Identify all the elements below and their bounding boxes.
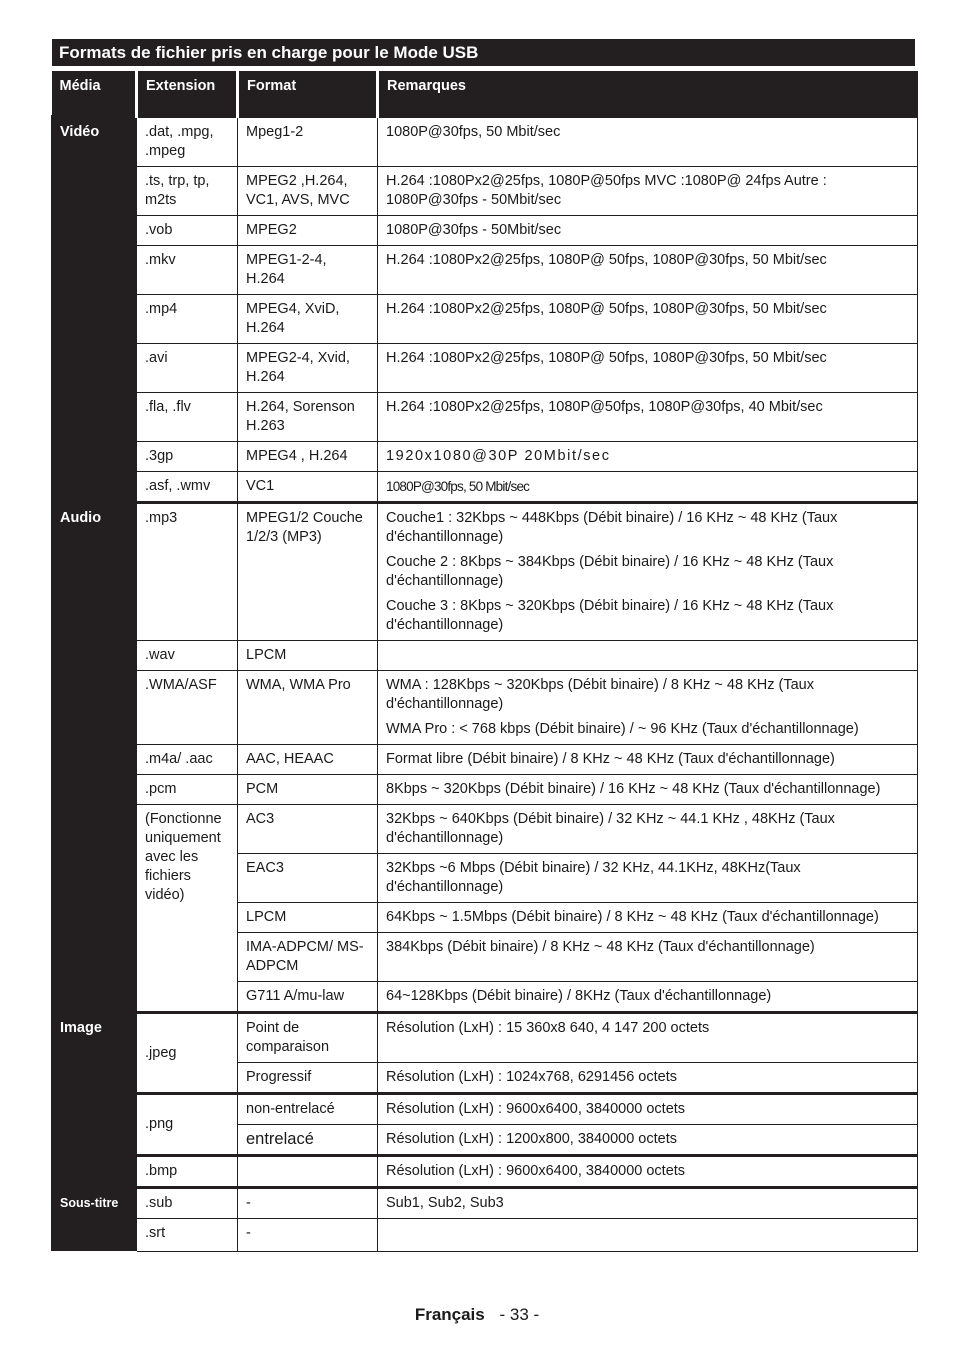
remarks-cell: H.264 :1080Px2@25fps, 1080P@50fps MVC :1080P@ 24fps Autre : 1080P@30fps - 50Mbit/sec xyxy=(378,167,918,216)
table-row xyxy=(52,442,918,472)
extension-cell: .mp4 xyxy=(137,295,238,344)
media-image: Image xyxy=(52,1013,137,1188)
file-formats-table xyxy=(51,71,918,1253)
extension-cell: .png xyxy=(137,1094,238,1156)
table-row xyxy=(52,745,918,775)
extension-cell: .jpeg xyxy=(137,1013,238,1094)
remarks-line: WMA Pro : < 768 kbps (Débit binaire) / ~ 96 KHz (Taux d'échantillonnage) xyxy=(386,721,859,737)
table-row xyxy=(52,775,918,805)
extension-cell: .fla, .flv xyxy=(137,393,238,442)
table-row xyxy=(52,671,918,745)
extension-cell: .3gp xyxy=(137,442,238,472)
remarks-line: Couche 2 : 8Kbps ~ 384Kbps (Débit binaire) / 16 KHz ~ 48 KHz (Taux d'échantillonnage) xyxy=(386,554,834,589)
table-row xyxy=(52,472,918,503)
remarks-cell: 1080P@30fps, 50 Mbit/sec xyxy=(378,472,918,503)
format-cell: - xyxy=(238,1188,378,1219)
remarks-cell: 1920x1080@30P 20Mbit/sec xyxy=(378,442,918,472)
remarks-cell: Résolution (LxH) : 1024x768, 6291456 octets xyxy=(378,1063,918,1094)
extension-cell: .vob xyxy=(137,216,238,246)
media-audio: Audio xyxy=(52,503,137,1013)
remarks-cell: 64~128Kbps (Débit binaire) / 8KHz (Taux d'échantillonnage) xyxy=(378,982,918,1013)
remarks-cell: 64Kbps ~ 1.5Mbps (Débit binaire) / 8 KHz ~ 48 KHz (Taux d'échantillonnage) xyxy=(378,903,918,933)
remarks-line: Couche 3 : 8Kbps ~ 320Kbps (Débit binaire) / 16 KHz ~ 48 KHz (Taux d'échantillonnage) xyxy=(386,598,834,633)
table-row xyxy=(52,216,918,246)
page-footer xyxy=(0,1305,954,1325)
remarks-line: Couche1 : 32Kbps ~ 448Kbps (Débit binaire) / 16 KHz ~ 48 KHz (Taux d'échantillonnage) xyxy=(386,510,838,545)
table-row xyxy=(52,641,918,671)
extension-cell: .bmp xyxy=(137,1156,238,1188)
format-cell: PCM xyxy=(238,775,378,805)
format-cell: VC1 xyxy=(238,472,378,503)
remarks-cell: 384Kbps (Débit binaire) / 8 KHz ~ 48 KHz (Taux d'échantillonnage) xyxy=(378,933,918,982)
format-cell: MPEG2 ,H.264, VC1, AVS, MVC xyxy=(238,167,378,216)
format-cell: AAC, HEAAC xyxy=(238,745,378,775)
format-cell: WMA, WMA Pro xyxy=(238,671,378,745)
remarks-cell: H.264 :1080Px2@25fps, 1080P@ 50fps, 1080P@30fps, 50 Mbit/sec xyxy=(378,295,918,344)
remarks-cell: 32Kbps ~6 Mbps (Débit binaire) / 32 KHz, 44.1KHz, 48KHz(Taux d'échantillonnage) xyxy=(378,854,918,903)
format-cell: AC3 xyxy=(238,805,378,854)
extension-cell: .ts, trp, tp, m2ts xyxy=(137,167,238,216)
format-cell: non-entrelacé xyxy=(238,1094,378,1125)
extension-cell: .m4a/ .aac xyxy=(137,745,238,775)
remarks-cell: 1080P@30fps, 50 Mbit/sec xyxy=(378,117,918,167)
remarks-cell: Format libre (Débit binaire) / 8 KHz ~ 48 KHz (Taux d'échantillonnage) xyxy=(378,745,918,775)
table-row xyxy=(52,1156,918,1188)
remarks-cell: 1080P@30fps - 50Mbit/sec xyxy=(378,216,918,246)
table-row xyxy=(52,1188,918,1219)
extension-cell: .wav xyxy=(137,641,238,671)
extension-cell: .avi xyxy=(137,344,238,393)
table-row xyxy=(52,246,918,295)
table-row xyxy=(52,344,918,393)
table-row xyxy=(52,805,918,854)
remarks-cell: H.264 :1080Px2@25fps, 1080P@ 50fps, 1080P@30fps, 50 Mbit/sec xyxy=(378,344,918,393)
media-video: Vidéo xyxy=(52,117,137,503)
table-row xyxy=(52,117,918,167)
format-cell: MPEG4, XviD, H.264 xyxy=(238,295,378,344)
table-row xyxy=(52,295,918,344)
table-row xyxy=(52,393,918,442)
media-subtitle: Sous-titre xyxy=(52,1188,137,1252)
extension-cell: .asf, .wmv xyxy=(137,472,238,503)
format-cell xyxy=(238,1156,378,1188)
format-cell: EAC3 xyxy=(238,854,378,903)
extension-cell: (Fonctionne uniquement avec les fichiers vidéo) xyxy=(137,805,238,1013)
remarks-cell xyxy=(378,503,918,641)
header-format: Format xyxy=(238,71,378,117)
format-cell: MPEG2 xyxy=(238,216,378,246)
header-media: Média xyxy=(52,71,137,117)
header-row xyxy=(52,71,918,117)
remarks-cell: H.264 :1080Px2@25fps, 1080P@50fps, 1080P@30fps, 40 Mbit/sec xyxy=(378,393,918,442)
format-cell: MPEG1-2-4, H.264 xyxy=(238,246,378,295)
remarks-cell: Résolution (LxH) : 9600x6400, 3840000 octets xyxy=(378,1156,918,1188)
format-cell: entrelacé xyxy=(238,1125,378,1156)
format-cell: IMA-ADPCM/ MS-ADPCM xyxy=(238,933,378,982)
format-cell: Progressif xyxy=(238,1063,378,1094)
format-cell: - xyxy=(238,1219,378,1252)
extension-cell: .pcm xyxy=(137,775,238,805)
table-row xyxy=(52,1094,918,1125)
remarks-cell xyxy=(378,641,918,671)
format-cell: MPEG4 , H.264 xyxy=(238,442,378,472)
remarks-cell: 32Kbps ~ 640Kbps (Débit binaire) / 32 KHz ~ 44.1 KHz , 48KHz (Taux d'échantillonnage) xyxy=(378,805,918,854)
remarks-cell: Résolution (LxH) : 9600x6400, 3840000 octets xyxy=(378,1094,918,1125)
remarks-cell: 8Kbps ~ 320Kbps (Débit binaire) / 16 KHz ~ 48 KHz (Taux d'échantillonnage) xyxy=(378,775,918,805)
page-number: - 33 - xyxy=(499,1305,540,1324)
remarks-cell xyxy=(378,671,918,745)
remarks-cell: Résolution (LxH) : 15 360x8 640, 4 147 200 octets xyxy=(378,1013,918,1063)
format-cell: G711 A/mu-law xyxy=(238,982,378,1013)
remarks-cell xyxy=(378,1219,918,1252)
header-remarks: Remarques xyxy=(378,71,918,117)
format-cell: LPCM xyxy=(238,641,378,671)
table-title: Formats de fichier pris en charge pour le Mode USB xyxy=(52,39,915,66)
format-cell: MPEG1/2 Couche 1/2/3 (MP3) xyxy=(238,503,378,641)
extension-cell: .sub xyxy=(137,1188,238,1219)
extension-cell: .mkv xyxy=(137,246,238,295)
format-cell: MPEG2-4, Xvid, H.264 xyxy=(238,344,378,393)
format-cell: H.264, Sorenson H.263 xyxy=(238,393,378,442)
extension-cell: .WMA/ASF xyxy=(137,671,238,745)
format-cell: LPCM xyxy=(238,903,378,933)
extension-cell: .dat, .mpg, .mpeg xyxy=(137,117,238,167)
format-cell: Point de comparaison xyxy=(238,1013,378,1063)
remarks-cell: H.264 :1080Px2@25fps, 1080P@ 50fps, 1080P@30fps, 50 Mbit/sec xyxy=(378,246,918,295)
footer-language: Français xyxy=(414,1305,485,1324)
remarks-line: WMA : 128Kbps ~ 320Kbps (Débit binaire) / 8 KHz ~ 48 KHz (Taux d'échantillonnage) xyxy=(386,677,814,712)
remarks-cell: Résolution (LxH) : 1200x800, 3840000 octets xyxy=(378,1125,918,1156)
extension-cell: .srt xyxy=(137,1219,238,1252)
header-extension: Extension xyxy=(137,71,238,117)
table-row xyxy=(52,503,918,641)
table-row xyxy=(52,1219,918,1252)
format-cell: Mpeg1-2 xyxy=(238,117,378,167)
table-row xyxy=(52,167,918,216)
remarks-cell: Sub1, Sub2, Sub3 xyxy=(378,1188,918,1219)
table-row xyxy=(52,1013,918,1063)
extension-cell: .mp3 xyxy=(137,503,238,641)
